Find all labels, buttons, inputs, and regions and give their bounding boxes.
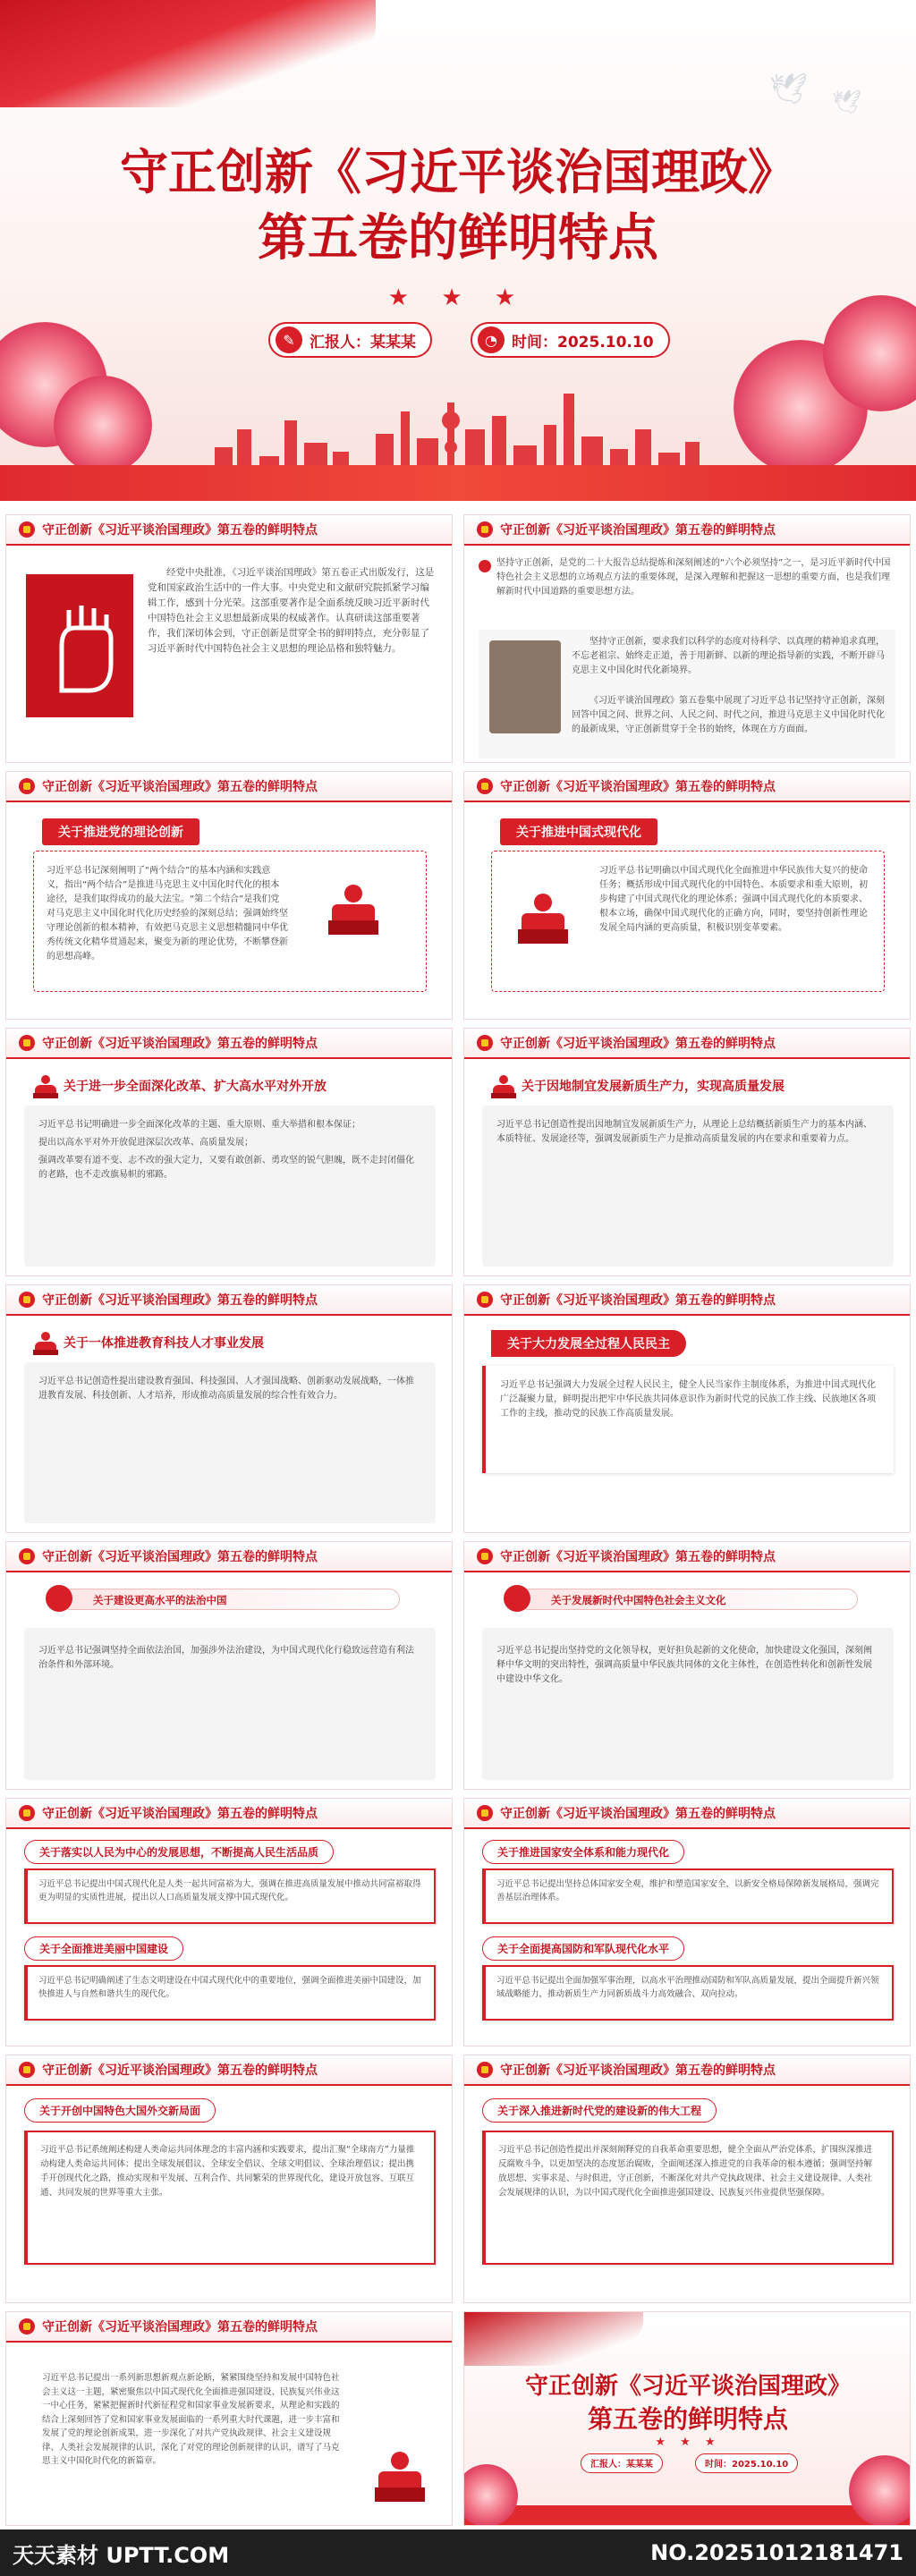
slide-diplomacy <box>5 2055 453 2303</box>
section-heading: 关于深入推进新时代党的建设新的伟大工程 <box>482 2098 717 2123</box>
cover-slide <box>0 0 916 501</box>
red-ground-decoration <box>464 2505 911 2525</box>
beautiful-china-text: 习近平总书记明确阐述了生态文明建设在中国式现代化中的重要地位，强调全面推进美丽中国建设，加快推进人与自然和谐共生的现代化。 <box>38 1976 421 1999</box>
education-text: 习近平总书记创造性提出建设教育强国、科技强国、人才强国战略、创新驱动发展战略，一体推进教育发展、科技创新、人才培养，形成推动高质量发展的综合性有效合力。 <box>38 1377 414 1401</box>
party-emblem-icon <box>477 1292 493 1308</box>
rule-of-law-text: 习近平总书记强调坚持全面依法治国，加强涉外法治建设，为中国式现代化行稳致远营造有利法治条件和外部环境。 <box>38 1646 414 1670</box>
party-emblem-icon <box>19 778 35 794</box>
footer-site: 天天素材 UPTT.COM <box>13 2542 230 2568</box>
dove-icon: 🕊 <box>769 72 809 107</box>
slide-rule-of-law <box>5 1541 453 1790</box>
slide-education <box>5 1284 453 1533</box>
reform-bullet-2: 提出以高水平对外开放促进深层次改革、高质量发展； <box>38 1138 253 1148</box>
speaker-icon <box>33 1075 58 1098</box>
section-heading: 关于开创中国特色大国外交新局面 <box>24 2098 216 2123</box>
party-emblem-icon <box>19 2062 35 2078</box>
productivity-text: 习近平总书记创造性提出因地制宜发展新质生产力，从理论上总结概括新质生产力的基本内涵、本质特征、发展途径等，强调发展新质生产力是推动高质量发展的内在要求和重要着力点。 <box>496 1120 872 1144</box>
shouzheng-text-3: 《习近平谈治国理政》第五卷集中展现了习近平总书记坚持守正创新，深刻回答中国之问、世界之问、人民之问、时代之问，推进马克思主义中国化时代化的最新成果，守正创新贯穿于全书的始终，体现在方方面面。 <box>572 696 885 734</box>
section-heading: 关于推进国家安全体系和能力现代化 <box>482 1840 684 1864</box>
slide-header: 守正创新《习近平谈治国理政》第五卷的鲜明特点 <box>6 2055 452 2086</box>
culture-text: 习近平总书记提出坚持党的文化领导权，更好担负起新的文化使命，加快建设文化强国，深刻阐释中华文明的突出特性，强调高质量中华民族共同体的文化主体性，在创造性转化和创新性发展中建设中华文化。 <box>496 1646 872 1684</box>
stars-decoration: ★ ★ ★ <box>387 284 529 311</box>
clock-icon: ◔ <box>478 326 505 353</box>
party-emblem-icon <box>19 1548 35 1564</box>
slide-header: 守正创新《习近平谈治国理政》第五卷的鲜明特点 <box>6 2312 452 2343</box>
modernization-text: 习近平总书记明确以中国式现代化全面推进中华民族伟大复兴的使命任务；概括形成中国式现代化的中国特色、本质要求和重大原则，初步构建了中国式现代化的理论体系；强调中国式现代化的本质要求、根本立场，确保中国式现代化的正确方向，同时，要坚持创新性理论发展全局内涵的更高质量，积极识别变革要素。 <box>599 866 868 933</box>
cover-title-line1: 守正创新《习近平谈治国理政》 <box>120 144 796 200</box>
slide-people <box>5 1798 453 2046</box>
slide-modernization <box>463 771 911 1020</box>
shouzheng-text-1: 坚持守正创新，是党的二十大报告总结提炼和深刻阐述的“六个必须坚持”之一，是习近平新时代中国特色社会主义思想的立场观点方法的重要体现，是深入理解和把握这一思想的重要方面，也是我们理解新时代中国道路的重要思想方法。 <box>496 558 891 597</box>
party-emblem-icon <box>477 2062 493 2078</box>
reporter-text: 汇报人：某某某 <box>310 333 416 352</box>
section-heading: 关于推进党的理论创新 <box>42 818 199 845</box>
reform-bullet-3: 强调改革要有道不变、志不改的强大定力，又要有敢创新、勇攻坚的锐气胆魄，既不走封闭僵化的老路，也不走改旗易帜的邪路。 <box>38 1156 414 1180</box>
slide-summary <box>5 2311 453 2526</box>
slide-democracy <box>463 1284 911 1533</box>
slide-header: 守正创新《习近平谈治国理政》第五卷的鲜明特点 <box>464 1542 910 1572</box>
intro-text: 经党中央批准，《习近平谈治国理政》第五卷正式出版发行，这是党和国家政治生活中的一件大事。中央党史和文献研究院抓紧学习编辑工作，感到十分光荣。这部重要著作是全面系统反映习近平新时代中国特色社会主义思想最新成果的权威著作。认真研读这部重要著作，我们深切体会到，守正创新是贯穿全书的鲜明特点，充分彰显了习近平新时代中国特色社会主义思想的理论品格和独特魅力。 <box>148 567 435 654</box>
slide-header: 守正创新《习近平谈治国理政》第五卷的鲜明特点 <box>6 1285 452 1316</box>
closing-title-line2: 第五卷的鲜明特点 <box>587 2404 788 2434</box>
raised-fist-icon <box>26 574 133 717</box>
party-emblem-icon <box>19 1292 35 1308</box>
slide-header: 守正创新《习近平谈治国理政》第五卷的鲜明特点 <box>6 1799 452 1829</box>
cover-title-line2: 第五卷的鲜明特点 <box>258 209 658 267</box>
badge-icon <box>46 1585 72 1612</box>
slide-theory <box>5 771 453 1020</box>
party-building-text: 习近平总书记创造性提出并深刻阐释党的自我革命重要思想，健全全面从严治党体系，扩围纵深推进反腐败斗争，以更加坚决的态度惩治腐败，全面阐述深入推进党的自我革命的根本遵循；强调坚持解放思想、实事求是、与时俱进，守正创新，不断深化对共产党执政规律、社会主义建设规律、人类社会发展规律的认识，为以中国式现代化全面推进强国建设、民族复兴伟业提供坚强保障。 <box>498 2145 873 2198</box>
reform-bullet-1: 习近平总书记明确进一步全面深化改革的主题、重大原则、重大举措和根本保证； <box>38 1120 360 1130</box>
section-heading: 关于推进中国式现代化 <box>500 818 657 845</box>
section-heading: 关于大力发展全过程人民民主 <box>491 1330 686 1357</box>
speaker-icon <box>518 894 568 944</box>
speaker-icon <box>33 1332 58 1355</box>
slide-culture <box>463 1541 911 1790</box>
party-emblem-icon <box>19 1805 35 1821</box>
red-flag-decoration <box>0 0 376 107</box>
closing-reporter: 汇报人：某某某 <box>581 2453 663 2473</box>
badge-icon <box>504 1585 530 1612</box>
dove-icon: 🕊 <box>832 89 862 116</box>
section-heading: 关于落实以人民为中心的发展思想，不断提高人民生活品质 <box>24 1840 334 1864</box>
party-emblem-icon <box>477 1035 493 1051</box>
section-heading: 关于全面推进美丽中国建设 <box>24 1936 183 1961</box>
defense-text: 习近平总书记提出全面加强军事治理，以高水平治理推动国防和军队高质量发展，提出全面提升新兴领域战略能力，推动新质生产力同新质战斗力高效融合、双向拉动。 <box>496 1976 879 1999</box>
watermark-footer <box>0 2529 916 2576</box>
slide-header: 守正创新《习近平谈治国理政》第五卷的鲜明特点 <box>6 1542 452 1572</box>
stars-decoration: ★ ★ ★ <box>655 2436 721 2449</box>
section-heading: 关于全面提高国防和军队现代化水平 <box>482 1936 684 1961</box>
closing-title-line1: 守正创新《习近平谈治国理政》 <box>524 2373 851 2400</box>
party-emblem-icon <box>19 2318 35 2334</box>
peony-right-decoration <box>849 2455 911 2526</box>
slide-header: 守正创新《习近平谈治国理政》第五卷的鲜明特点 <box>464 1029 910 1059</box>
slide-party-building <box>463 2055 911 2303</box>
section-heading: 关于进一步全面深化改革、扩大高水平对外开放 <box>64 1080 327 1094</box>
theory-text: 习近平总书记深刻阐明了“两个结合”的基本内涵和实践意义，指出“两个结合”是推进马克思主义中国化时代化的根本途径，是我们取得成功的最大法宝。“第二个结合”是我们党对马克思主义中国化时代化历史经验的深刻总结；强调始终坚守理论创新的根本精神，有效把马克思主义思想精髓同中华优秀传统文化精华贯通起来，聚变为新的理论优势，不断攀登新的思想高峰。 <box>47 866 288 962</box>
reporter-pill <box>268 322 432 358</box>
slide-intro <box>5 514 453 763</box>
security-text: 习近平总书记提出坚持总体国家安全观，维护和塑造国家安全，以新安全格局保障新发展格局，强调完善基层治理体系。 <box>496 1879 879 1902</box>
slide-header: 守正创新《习近平谈治国理政》第五卷的鲜明特点 <box>464 2055 910 2086</box>
section-heading: 关于因地制宜发展新质生产力，实现高质量发展 <box>522 1080 785 1094</box>
people-text: 习近平总书记提出中国式现代化是人类一起共同富裕为大，强调在推进高质量发展中推动共同富裕取得更为明显的实质性进展，提出以人口高质量发展支撑中国式现代化。 <box>38 1879 421 1902</box>
party-emblem-icon <box>19 521 35 538</box>
party-emblem-icon <box>19 1035 35 1051</box>
slide-header: 守正创新《习近平谈治国理政》第五卷的鲜明特点 <box>6 1029 452 1059</box>
speaker-icon <box>375 2452 425 2502</box>
slide-shouzheng <box>463 514 911 763</box>
red-flag-decoration <box>464 2312 643 2366</box>
slide-productivity <box>463 1028 911 1276</box>
user-icon: ✎ <box>276 326 302 353</box>
footer-id: NO.20251012181471 <box>650 2540 903 2565</box>
democracy-text: 习近平总书记强调大力发展全过程人民民主，健全人民当家作主制度体系，为推进中国式现代化广泛凝聚力量，鲜明提出把牢中华民族共同体意识作为新时代党的民族工作主线、民族地区各项工作的主线，推动党的民族工作高质量发展。 <box>500 1380 876 1419</box>
closing-slide <box>463 2311 911 2526</box>
speaker-icon <box>491 1075 516 1098</box>
slide-header: 守正创新《习近平谈治国理政》第五卷的鲜明特点 <box>464 1285 910 1316</box>
bullet-icon <box>479 560 491 572</box>
slide-reform <box>5 1028 453 1276</box>
summary-text: 习近平总书记提出一系列新思想新观点新论断，紧紧围绕坚持和发展中国特色社会主义这一主题，紧密聚焦以中国式现代化全面推进强国建设、民族复兴伟业这一中心任务，紧紧把握新时代新征程党和国家事业发展新要求，从理论和实践的结合上深刻回答了党和国家事业发展面临的一系列重大时代课题，进一步丰富和发展了党的理论创新成果，进一步深化了对共产党执政规律、社会主义建设规律、人类社会发展规律的认识，深化了对党的理论创新规律的认识，谱写了马克思主义中国化时代化的新篇章。 <box>42 2373 340 2466</box>
section-heading: 关于发展新时代中国特色社会主义文化 <box>518 1589 858 1610</box>
party-emblem-icon <box>477 521 493 538</box>
slide-header: 守正创新《习近平谈治国理政》第五卷的鲜明特点 <box>464 772 910 802</box>
slide-header: 守正创新《习近平谈治国理政》第五卷的鲜明特点 <box>464 1799 910 1829</box>
date-pill <box>471 322 670 358</box>
red-ground-decoration <box>0 465 916 501</box>
closing-date: 时间：2025.10.10 <box>695 2453 798 2473</box>
party-emblem-icon <box>477 778 493 794</box>
slide-security <box>463 1798 911 2046</box>
speaker-icon <box>328 885 378 935</box>
slide-header: 守正创新《习近平谈治国理政》第五卷的鲜明特点 <box>6 772 452 802</box>
slide-header: 守正创新《习近平谈治国理政》第五卷的鲜明特点 <box>464 515 910 546</box>
section-heading: 关于建设更高水平的法治中国 <box>60 1589 400 1610</box>
slide-header: 守正创新《习近平谈治国理政》第五卷的鲜明特点 <box>6 515 452 546</box>
party-emblem-icon <box>477 1548 493 1564</box>
party-emblem-icon <box>477 1805 493 1821</box>
fist-photo <box>489 640 561 733</box>
shouzheng-text-2: 坚持守正创新，要求我们以科学的态度对待科学、以真理的精神追求真理，不忘老祖宗、始终走正道，善于用新鲜、以新的理论指导新的实践，不断开辟马克思主义中国化时代化新境界。 <box>572 637 885 675</box>
diplomacy-text: 习近平总书记系统阐述构建人类命运共同体理念的丰富内涵和实践要求，提出汇聚“全球南方”力量推动构建人类命运共同体；提出全球发展倡议、全球安全倡议、全球文明倡议、全球治理倡议；提出携手开创现代化之路，推动实现和平发展、互利合作、共同繁荣的世界现代化，建设开放包容、互联互通、共同发展的世界等重大主张。 <box>40 2145 415 2198</box>
date-text: 时间：2025.10.10 <box>512 333 654 352</box>
section-heading: 关于一体推进教育科技人才事业发展 <box>64 1336 264 1351</box>
